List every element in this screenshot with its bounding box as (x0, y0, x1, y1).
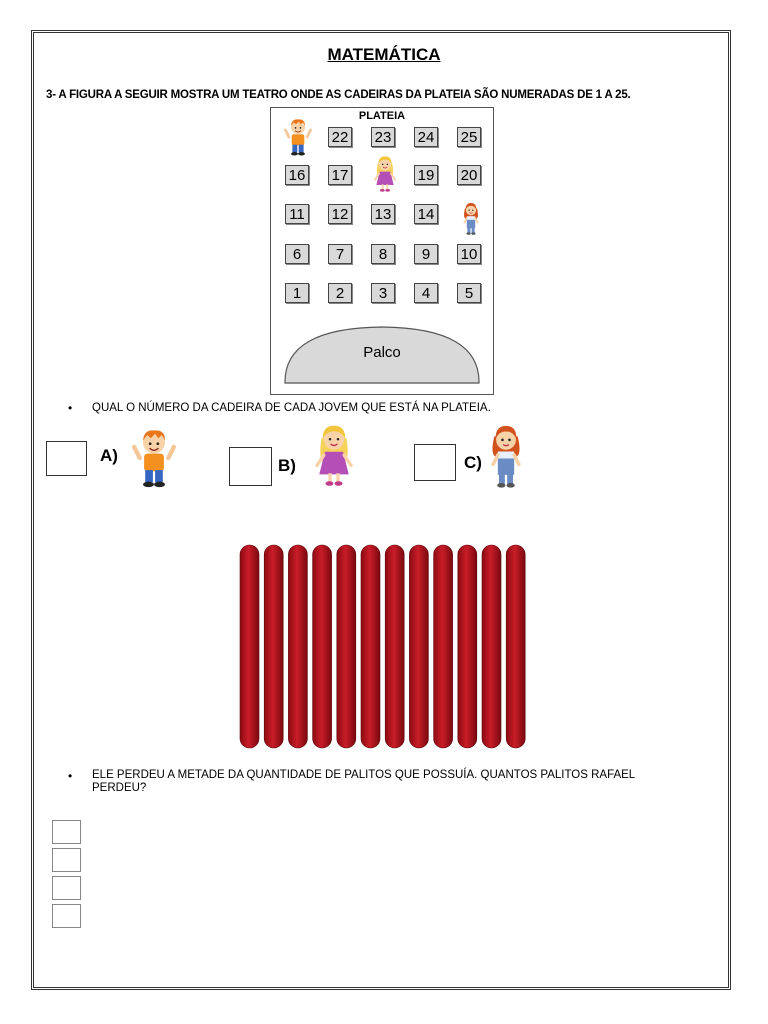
seat: 2 (328, 283, 352, 303)
popsicle-stick (361, 545, 380, 748)
seat: 17 (328, 165, 352, 185)
option-label-a: A) (100, 446, 118, 465)
seat: 6 (285, 244, 309, 264)
popsicle-stick (434, 545, 453, 748)
popsicle-stick (506, 545, 525, 748)
option-label-b: B) (278, 456, 296, 475)
popsicle-stick (264, 545, 283, 748)
seat: 7 (328, 244, 352, 264)
popsicle-stick (482, 545, 501, 748)
seat: 16 (285, 165, 309, 185)
popsicle-stick (288, 545, 307, 748)
seat: 11 (285, 204, 309, 224)
popsicle-stick (409, 545, 428, 748)
question-line-1: ELE PERDEU A METADE DA QUANTIDADE DE PALITOS QUE POSSUÍA. QUANTOS PALITOS RAFAEL (92, 769, 636, 781)
option-label-c: C) (464, 453, 482, 472)
boy-icon (283, 116, 313, 158)
bullet-marker: • (68, 401, 73, 415)
seat: 24 (414, 127, 438, 147)
seat: 3 (371, 283, 395, 303)
answer-box-small[interactable] (52, 904, 81, 928)
question-line-2: PERDEU? (92, 782, 147, 794)
seat: 13 (371, 204, 395, 224)
seat: 1 (285, 283, 309, 303)
answer-box-b[interactable] (229, 447, 272, 486)
answer-box-small[interactable] (52, 876, 81, 900)
bullet-marker: • (68, 769, 73, 783)
seat: 10 (457, 244, 481, 264)
seat: 20 (457, 165, 481, 185)
answer-box-small[interactable] (52, 848, 81, 872)
seat: 19 (414, 165, 438, 185)
redhead-girl-icon (459, 200, 483, 236)
popsicle-stick (385, 545, 404, 748)
seat: 12 (328, 204, 352, 224)
seat: 8 (371, 244, 395, 264)
popsicle-stick (313, 545, 332, 748)
page-title: MATEMÁTICA (327, 45, 441, 64)
plateia-label: PLATEIA (358, 110, 406, 122)
theater-diagram (270, 107, 494, 395)
stage-label: Palco (363, 344, 401, 361)
popsicle-sticks (238, 543, 528, 751)
seat: 4 (414, 283, 438, 303)
popsicle-stick (337, 545, 356, 748)
redhead-girl-icon (482, 420, 530, 490)
question-text-2 (92, 769, 724, 795)
instruction-text: QUAL O NÚMERO DA CADEIRA DE CADA JOVEM QUE ESTÁ NA PLATEIA. (92, 402, 491, 414)
popsicle-stick (240, 545, 259, 748)
seat: 23 (371, 127, 395, 147)
boy-icon (128, 425, 180, 491)
seat: 9 (414, 244, 438, 264)
seat: 22 (328, 127, 352, 147)
seat: 25 (457, 127, 481, 147)
blonde-girl-icon (370, 153, 400, 193)
question-text: 3- A FIGURA A SEGUIR MOSTRA UM TEATRO ONDE AS CADEIRAS DA PLATEIA SÃO NUMERADAS DE 1 A 25. (46, 89, 631, 101)
answer-box-a[interactable] (46, 441, 87, 476)
answer-box-c[interactable] (414, 444, 456, 481)
answer-box-small[interactable] (52, 820, 81, 844)
seat: 5 (457, 283, 481, 303)
popsicle-stick (458, 545, 477, 748)
seat: 14 (414, 204, 438, 224)
blonde-girl-icon (308, 420, 360, 488)
